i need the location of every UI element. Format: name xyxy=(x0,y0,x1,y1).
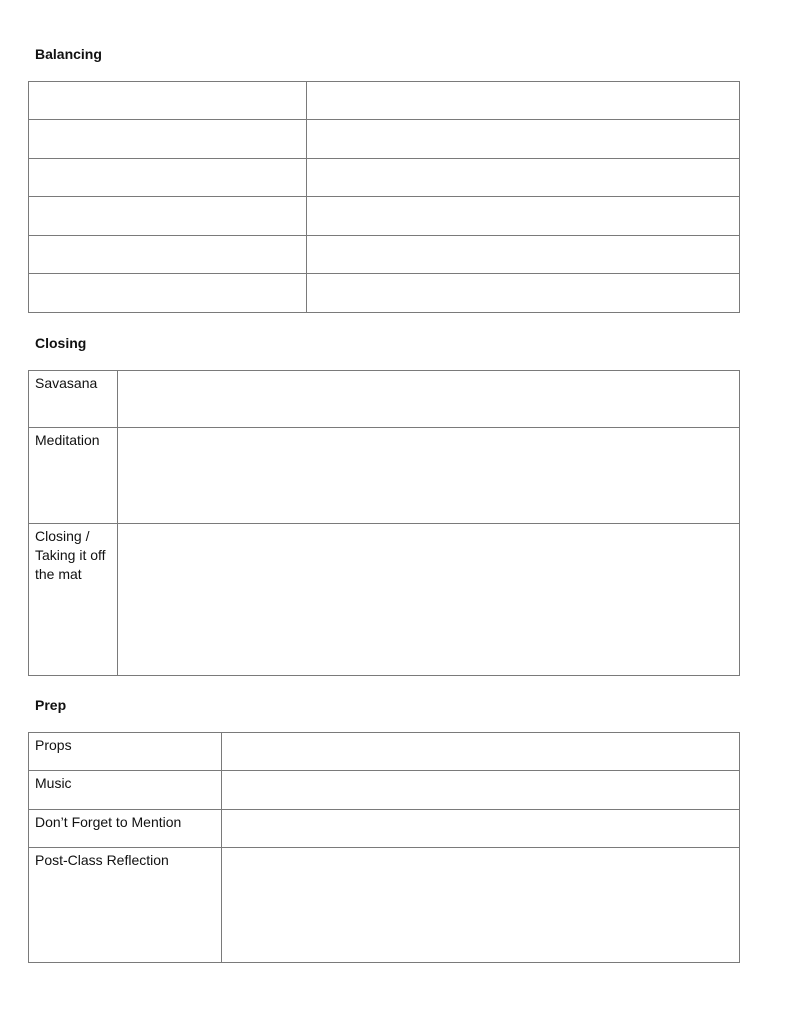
balancing-cell-left[interactable] xyxy=(29,120,307,159)
table-row xyxy=(29,733,740,771)
prep-notes-cell[interactable] xyxy=(222,771,740,810)
balancing-cell-left[interactable] xyxy=(29,274,307,313)
balancing-cell-right[interactable] xyxy=(307,274,740,313)
table-row xyxy=(29,236,740,274)
closing-label-cell xyxy=(29,428,118,524)
closing-table xyxy=(28,370,740,676)
closing-label-cell xyxy=(29,371,118,428)
prep-label-cell xyxy=(29,848,222,963)
closing-notes-cell[interactable] xyxy=(118,524,740,676)
prep-notes-cell[interactable] xyxy=(222,810,740,848)
prep-label-cell xyxy=(29,771,222,810)
closing-label-off-the-mat: Closing / Taking it off the mat xyxy=(35,528,106,582)
closing-label-meditation: Meditation xyxy=(35,432,100,448)
table-row xyxy=(29,371,740,428)
closing-notes-cell[interactable] xyxy=(118,371,740,428)
table-row xyxy=(29,159,740,197)
balancing-cell-right[interactable] xyxy=(307,159,740,197)
balancing-cell-left[interactable] xyxy=(29,82,307,120)
prep-label-music: Music xyxy=(35,775,72,791)
balancing-table xyxy=(28,81,740,313)
section-heading-balancing: Balancing xyxy=(35,46,102,62)
table-row xyxy=(29,771,740,810)
table-row xyxy=(29,848,740,963)
closing-notes-cell[interactable] xyxy=(118,428,740,524)
prep-table xyxy=(28,732,740,963)
table-row xyxy=(29,810,740,848)
table-row xyxy=(29,120,740,159)
balancing-cell-left[interactable] xyxy=(29,159,307,197)
table-row xyxy=(29,428,740,524)
prep-label-props: Props xyxy=(35,737,72,753)
section-heading-closing: Closing xyxy=(35,335,87,351)
table-row xyxy=(29,274,740,313)
prep-notes-cell[interactable] xyxy=(222,848,740,963)
balancing-cell-right[interactable] xyxy=(307,120,740,159)
table-row xyxy=(29,82,740,120)
balancing-cell-right[interactable] xyxy=(307,82,740,120)
balancing-cell-right[interactable] xyxy=(307,236,740,274)
prep-label-cell xyxy=(29,810,222,848)
closing-label-cell xyxy=(29,524,118,676)
section-heading-prep: Prep xyxy=(35,697,67,713)
prep-label-dont-forget: Don’t Forget to Mention xyxy=(35,814,182,830)
balancing-cell-right[interactable] xyxy=(307,197,740,236)
balancing-cell-left[interactable] xyxy=(29,197,307,236)
prep-label-reflection: Post-Class Reflection xyxy=(35,852,169,868)
closing-label-savasana: Savasana xyxy=(35,375,98,391)
table-row xyxy=(29,197,740,236)
balancing-cell-left[interactable] xyxy=(29,236,307,274)
prep-notes-cell[interactable] xyxy=(222,733,740,771)
table-row xyxy=(29,524,740,676)
prep-label-cell xyxy=(29,733,222,771)
